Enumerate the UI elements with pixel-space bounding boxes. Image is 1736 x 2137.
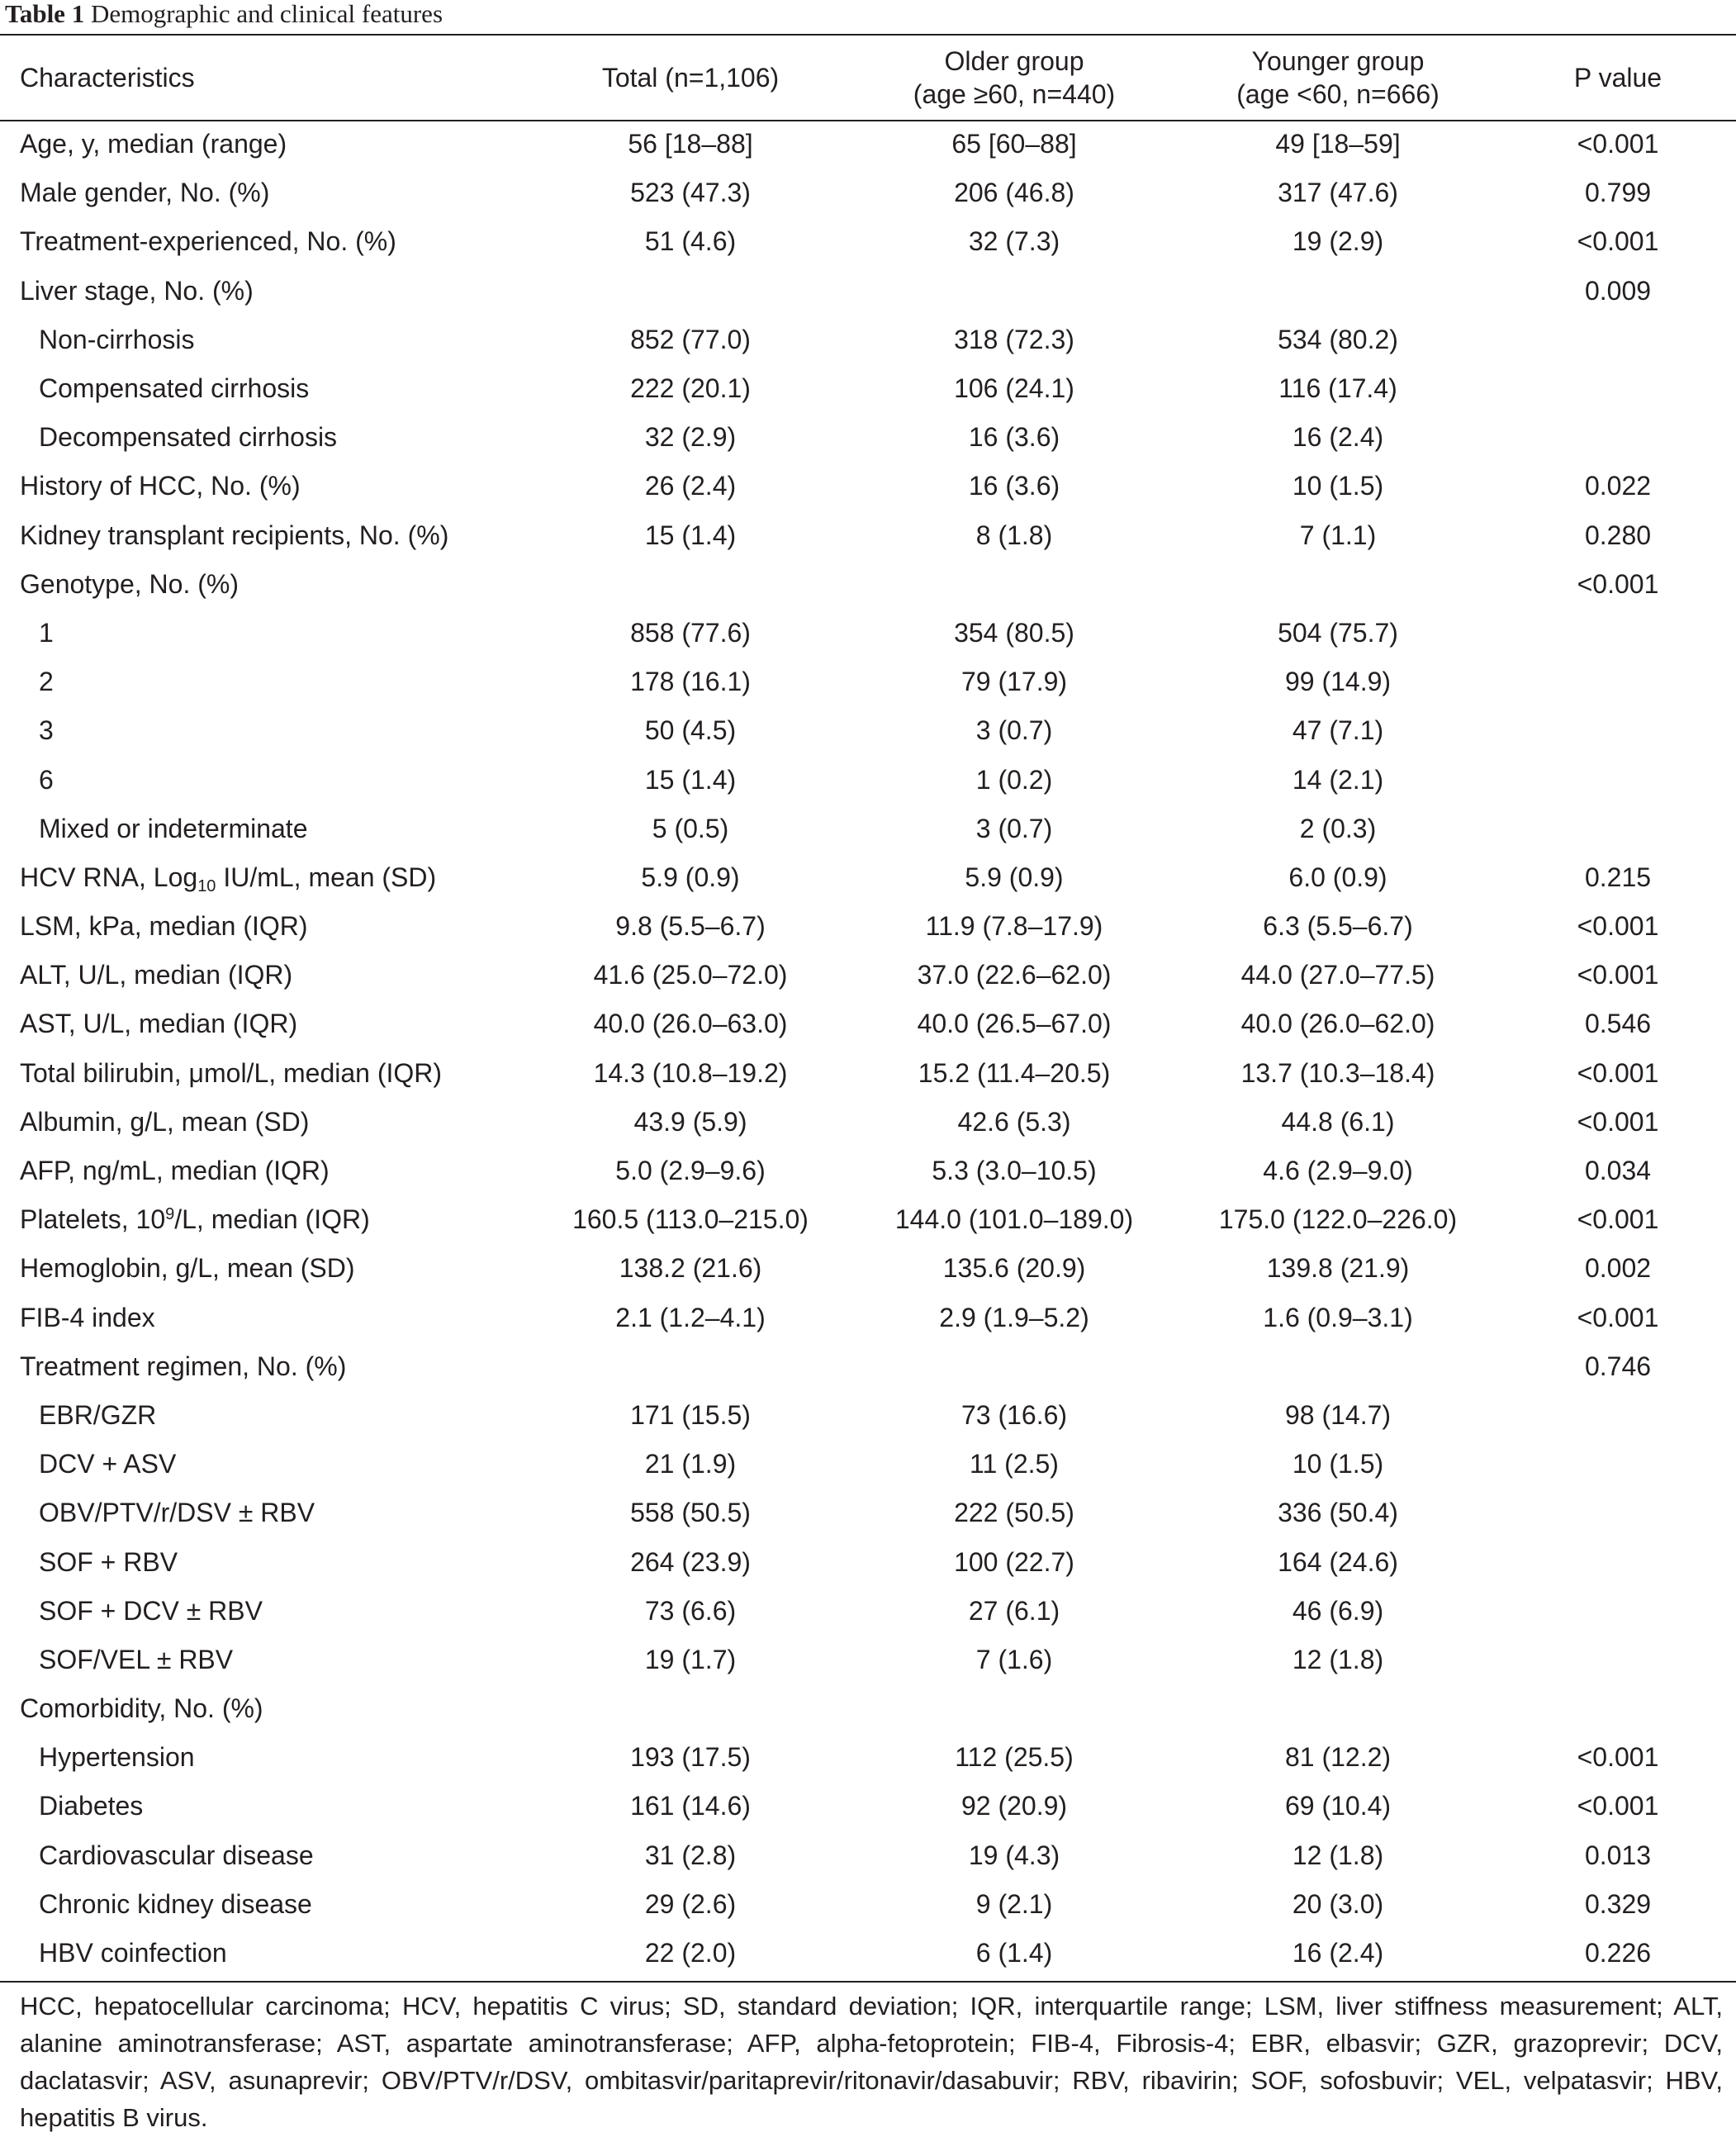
row-label: Non-cirrhosis: [39, 324, 195, 354]
table-row: [0, 511, 1736, 560]
cell-older: 112 (25.5): [955, 1742, 1074, 1773]
cell-older: 92 (20.9): [960, 1791, 1068, 1821]
cell-older: 100 (22.7): [954, 1546, 1074, 1577]
cell-older: 206 (46.8): [954, 178, 1074, 208]
cell-older: 3 (0.7): [975, 715, 1053, 746]
cell-pvalue: 0.002: [1584, 1253, 1652, 1284]
cell-older: 6 (1.4): [975, 1938, 1053, 1968]
table-row: [0, 1831, 1736, 1880]
cell-younger: 336 (50.4): [1278, 1498, 1398, 1528]
cell-younger: 1.6 (0.9–3.1): [1263, 1302, 1413, 1332]
cell-total: 21 (1.9): [644, 1449, 737, 1479]
table-row: [0, 1049, 1736, 1098]
cell-total: 5.0 (2.9–9.6): [615, 1156, 766, 1186]
cell-total: 9.8 (5.5–6.7): [615, 911, 766, 942]
cell-younger: 46 (6.9): [1292, 1595, 1384, 1626]
header-younger-group: [1176, 36, 1500, 120]
row-label: Chronic kidney disease: [39, 1888, 312, 1919]
cell-total: 15 (1.4): [644, 520, 737, 550]
cell-younger: 2 (0.3): [1299, 813, 1377, 843]
table-row: [0, 902, 1736, 951]
cell-pvalue: [1500, 364, 1736, 413]
table-row: [0, 560, 1736, 609]
table-row: [0, 217, 1736, 266]
row-label: Treatment-experienced, No. (%): [20, 226, 396, 257]
cell-pvalue: [1500, 706, 1736, 755]
cell-older: 1 (0.2): [975, 764, 1053, 795]
cell-older: 19 (4.3): [968, 1840, 1060, 1870]
header-younger-line2: (age <60, n=666): [1236, 79, 1440, 109]
header-older-line2: (age ≥60, n=440): [913, 79, 1116, 109]
cell-total: 31 (2.8): [644, 1840, 737, 1870]
table-row: [0, 1391, 1736, 1440]
cell-younger: 164 (24.6): [1278, 1546, 1398, 1577]
cell-total: 193 (17.5): [630, 1742, 751, 1773]
cell-pvalue: [1500, 1537, 1736, 1586]
cell-older: 7 (1.6): [975, 1644, 1053, 1674]
cell-total: 22 (2.0): [644, 1938, 737, 1968]
table-body: [0, 120, 1736, 1978]
table-row: [0, 364, 1736, 413]
row-label: 6: [39, 764, 54, 795]
cell-pvalue: 0.226: [1584, 1938, 1652, 1968]
row-label: 3: [39, 715, 54, 746]
row-label: EBR/GZR: [39, 1399, 157, 1430]
cell-younger: [1176, 560, 1500, 609]
cell-total: 858 (77.6): [630, 617, 751, 648]
table-title: Demographic and clinical features: [90, 0, 443, 28]
cell-younger: 317 (47.6): [1278, 178, 1398, 208]
cell-pvalue: <0.001: [1577, 1742, 1659, 1773]
cell-total: 171 (15.5): [630, 1399, 751, 1430]
table-row: [0, 462, 1736, 511]
cell-younger: 99 (14.9): [1284, 667, 1392, 697]
table-row: [0, 1147, 1736, 1195]
cell-younger: 98 (14.7): [1284, 1399, 1392, 1430]
cell-younger: 10 (1.5): [1292, 471, 1384, 501]
cell-younger: [1176, 267, 1500, 316]
cell-older: 42.6 (5.3): [957, 1106, 1071, 1137]
table-row: [0, 706, 1736, 755]
table-row: [0, 1440, 1736, 1489]
table-row: [0, 1684, 1736, 1733]
row-label: AST, U/L, median (IQR): [20, 1009, 298, 1039]
row-label: SOF + RBV: [39, 1546, 178, 1577]
cell-younger: 139.8 (21.9): [1266, 1253, 1410, 1284]
cell-total: 852 (77.0): [630, 324, 751, 354]
cell-total: [529, 560, 852, 609]
cell-total: 160.5 (113.0–215.0): [572, 1204, 809, 1235]
table-row: [0, 755, 1736, 804]
row-label: AFP, ng/mL, median (IQR): [20, 1156, 330, 1186]
cell-pvalue: <0.001: [1577, 911, 1659, 942]
cell-pvalue: [1500, 316, 1736, 364]
cell-younger: 49 [18–59]: [1275, 129, 1401, 159]
cell-pvalue: <0.001: [1577, 226, 1659, 257]
cell-pvalue: 0.009: [1584, 275, 1652, 306]
cell-total: 19 (1.7): [644, 1644, 737, 1674]
cell-pvalue: <0.001: [1577, 1791, 1659, 1821]
cell-pvalue: <0.001: [1577, 129, 1659, 159]
row-label: FIB-4 index: [20, 1302, 155, 1332]
cell-total: 32 (2.9): [644, 422, 737, 453]
row-label: Male gender, No. (%): [20, 178, 270, 208]
row-label: Mixed or indeterminate: [39, 813, 308, 843]
cell-older: 354 (80.5): [954, 617, 1074, 648]
cell-older: 11.9 (7.8–17.9): [925, 911, 1103, 942]
row-label: Total bilirubin, μmol/L, median (IQR): [20, 1057, 443, 1088]
cell-total: 2.1 (1.2–4.1): [615, 1302, 766, 1332]
cell-older: 9 (2.1): [975, 1888, 1053, 1919]
cell-pvalue: <0.001: [1577, 568, 1659, 599]
cell-younger: 7 (1.1): [1299, 520, 1377, 550]
cell-pvalue: 0.546: [1584, 1009, 1652, 1039]
row-label: DCV + ASV: [39, 1449, 177, 1479]
cell-older: 27 (6.1): [968, 1595, 1060, 1626]
bottom-rule: [0, 1981, 1736, 1983]
cell-older: 16 (3.6): [968, 422, 1060, 453]
cell-total: 161 (14.6): [630, 1791, 751, 1821]
cell-total: [529, 1342, 852, 1391]
cell-older: 135.6 (20.9): [942, 1253, 1086, 1284]
cell-pvalue: 0.034: [1584, 1156, 1652, 1186]
table-row: [0, 1244, 1736, 1293]
header-older-line1: Older group: [944, 46, 1084, 76]
cell-total: 73 (6.6): [644, 1595, 737, 1626]
table-row: [0, 1000, 1736, 1048]
row-label: Compensated cirrhosis: [39, 373, 310, 404]
cell-total: 56 [18–88]: [628, 129, 753, 159]
table-row: [0, 1782, 1736, 1831]
table-row: [0, 609, 1736, 658]
row-label: Comorbidity, No. (%): [20, 1693, 263, 1724]
cell-total: 40.0 (26.0–63.0): [593, 1009, 788, 1039]
cell-pvalue: [1500, 1684, 1736, 1733]
header-row: [0, 36, 1736, 120]
cell-pvalue: [1500, 1587, 1736, 1636]
cell-younger: 504 (75.7): [1278, 617, 1398, 648]
table-number: Table 1: [5, 0, 85, 28]
table-row: [0, 1733, 1736, 1782]
cell-older: 15.2 (11.4–20.5): [918, 1057, 1111, 1088]
row-label: Albumin, g/L, mean (SD): [20, 1106, 310, 1137]
cell-pvalue: <0.001: [1577, 1106, 1659, 1137]
cell-pvalue: [1500, 413, 1736, 462]
cell-pvalue: [1500, 1391, 1736, 1440]
cell-older: 79 (17.9): [960, 667, 1068, 697]
row-label: Age, y, median (range): [20, 129, 287, 159]
cell-younger: 6.3 (5.5–6.7): [1263, 911, 1413, 942]
cell-older: [852, 560, 1176, 609]
cell-younger: [1176, 1684, 1500, 1733]
cell-younger: 16 (2.4): [1292, 422, 1384, 453]
cell-pvalue: 0.215: [1584, 862, 1652, 892]
cell-total: 26 (2.4): [644, 471, 737, 501]
cell-pvalue: 0.013: [1584, 1840, 1652, 1870]
cell-pvalue: [1500, 1489, 1736, 1537]
cell-total: 14.3 (10.8–19.2): [593, 1057, 788, 1088]
table-row: [0, 951, 1736, 1000]
cell-older: 8 (1.8): [975, 520, 1053, 550]
table-row: [0, 853, 1736, 902]
row-label: 2: [39, 667, 54, 697]
row-label: Genotype, No. (%): [20, 568, 239, 599]
cell-pvalue: 0.329: [1584, 1888, 1652, 1919]
cell-total: 50 (4.5): [644, 715, 737, 746]
row-label: Hypertension: [39, 1742, 195, 1773]
table-row: [0, 1342, 1736, 1391]
cell-older: 5.9 (0.9): [965, 862, 1064, 892]
cell-pvalue: <0.001: [1577, 1204, 1659, 1235]
header-pvalue: P value: [1573, 63, 1662, 93]
cell-total: 51 (4.6): [644, 226, 737, 257]
cell-older: 65 [60–88]: [951, 129, 1077, 159]
cell-younger: 4.6 (2.9–9.0): [1263, 1156, 1413, 1186]
cell-pvalue: 0.799: [1584, 178, 1652, 208]
table-row: [0, 1880, 1736, 1929]
cell-younger: 20 (3.0): [1292, 1888, 1384, 1919]
row-label: HBV coinfection: [39, 1938, 227, 1968]
cell-younger: 116 (17.4): [1278, 373, 1397, 404]
header-total: Total (n=1,106): [601, 63, 780, 93]
cell-older: 73 (16.6): [960, 1399, 1068, 1430]
demographics-table: [0, 36, 1736, 1978]
table-row: [0, 316, 1736, 364]
row-label: SOF + DCV ± RBV: [39, 1595, 263, 1626]
cell-total: 558 (50.5): [630, 1498, 751, 1528]
row-label: Kidney transplant recipients, No. (%): [20, 520, 449, 550]
cell-younger: 13.7 (10.3–18.4): [1240, 1057, 1435, 1088]
cell-total: [529, 267, 852, 316]
cell-total: 29 (2.6): [644, 1888, 737, 1919]
row-label: SOF/VEL ± RBV: [39, 1644, 234, 1674]
row-label: OBV/PTV/r/DSV ± RBV: [39, 1498, 315, 1528]
table-row: [0, 267, 1736, 316]
row-label: Diabetes: [39, 1791, 144, 1821]
table-footnote: HCC, hepatocellular carcinoma; HCV, hepatitis C virus; SD, standard deviation; IQR, interquartile range; LSM, liver stiffness measurement; ALT, alanine aminotransferase; AST, aspartate aminotransferase; AFP, alpha-fetoprotein; FIB-4, Fibrosis-4; EBR, elbasvir; GZR, grazoprevir; DCV, daclatasvir; ASV, asunaprevir; OBV/PTV/r/DSV, ombitasvir/paritaprevir/ritonavir/dasabuvir; RBV, ribavirin; SOF, sofosbuvir; VEL, velpatasvir; HBV, hepatitis B virus.: [20, 1992, 1723, 2132]
cell-younger: 19 (2.9): [1292, 226, 1384, 257]
cell-total: 41.6 (25.0–72.0): [593, 960, 788, 990]
cell-younger: 40.0 (26.0–62.0): [1240, 1009, 1435, 1039]
row-label: Hemoglobin, g/L, mean (SD): [20, 1253, 355, 1284]
row-label: Treatment regimen, No. (%): [20, 1351, 347, 1381]
row-label: Platelets, $10^9/L$, median (IQR): [20, 1204, 370, 1235]
cell-younger: 534 (80.2): [1278, 324, 1398, 354]
cell-younger: 81 (12.2): [1284, 1742, 1392, 1773]
cell-total: 264 (23.9): [630, 1546, 751, 1577]
cell-older: [852, 1684, 1176, 1733]
row-label: Decompensated cirrhosis: [39, 422, 338, 453]
cell-younger: 14 (2.1): [1292, 764, 1384, 795]
cell-older: 2.9 (1.9–5.2): [939, 1302, 1089, 1332]
cell-younger: 44.8 (6.1): [1281, 1106, 1395, 1137]
cell-pvalue: [1500, 755, 1736, 804]
cell-pvalue: [1500, 609, 1736, 658]
cell-younger: 6.0 (0.9): [1288, 862, 1387, 892]
table-row: [0, 169, 1736, 217]
cell-older: 32 (7.3): [968, 226, 1060, 257]
cell-total: 5.9 (0.9): [641, 862, 740, 892]
cell-older: 3 (0.7): [975, 813, 1053, 843]
table-row: [0, 413, 1736, 462]
cell-older: 318 (72.3): [954, 324, 1074, 354]
table-row: [0, 1636, 1736, 1684]
table-row: [0, 1294, 1736, 1342]
cell-pvalue: [1500, 1636, 1736, 1684]
row-label: History of HCC, No. (%): [20, 471, 301, 501]
row-label: HCV RNA, Log$_{10}$ IU/mL, mean (SD): [20, 862, 437, 895]
cell-total: 43.9 (5.9): [633, 1106, 747, 1137]
cell-older: 5.3 (3.0–10.5): [932, 1156, 1097, 1186]
cell-younger: 16 (2.4): [1292, 1938, 1384, 1968]
table-row: [0, 120, 1736, 169]
cell-pvalue: 0.746: [1584, 1351, 1652, 1381]
cell-younger: 12 (1.8): [1292, 1840, 1384, 1870]
cell-pvalue: <0.001: [1577, 960, 1659, 990]
cell-total: 523 (47.3): [630, 178, 751, 208]
row-label: 1: [39, 617, 54, 648]
cell-total: [529, 1684, 852, 1733]
header-younger-line1: Younger group: [1251, 46, 1425, 76]
cell-total: 5 (0.5): [652, 813, 729, 843]
cell-total: 15 (1.4): [644, 764, 737, 795]
cell-pvalue: <0.001: [1577, 1302, 1659, 1332]
cell-total: 138.2 (21.6): [619, 1253, 762, 1284]
cell-older: 144.0 (101.0–189.0): [894, 1204, 1134, 1235]
cell-total: 222 (20.1): [630, 373, 751, 404]
cell-older: [852, 267, 1176, 316]
table-row: [0, 1098, 1736, 1147]
cell-older: 16 (3.6): [968, 471, 1060, 501]
header-older-group: [852, 36, 1176, 120]
cell-older: 37.0 (22.6–62.0): [917, 960, 1112, 990]
cell-pvalue: [1500, 805, 1736, 853]
cell-younger: 44.0 (27.0–77.5): [1240, 960, 1435, 990]
table-row: [0, 1489, 1736, 1537]
cell-older: 106 (24.1): [954, 373, 1074, 404]
table-row: [0, 1587, 1736, 1636]
table-row: [0, 805, 1736, 853]
cell-younger: 175.0 (122.0–226.0): [1218, 1204, 1458, 1235]
cell-older: 222 (50.5): [954, 1498, 1074, 1528]
cell-pvalue: [1500, 658, 1736, 706]
cell-pvalue: <0.001: [1577, 1057, 1659, 1088]
cell-younger: 47 (7.1): [1292, 715, 1384, 746]
cell-pvalue: [1500, 1440, 1736, 1489]
row-label: ALT, U/L, median (IQR): [20, 960, 293, 990]
row-label: Liver stage, No. (%): [20, 275, 254, 306]
cell-younger: [1176, 1342, 1500, 1391]
cell-younger: 10 (1.5): [1292, 1449, 1384, 1479]
table-row: [0, 1929, 1736, 1978]
table-row: [0, 658, 1736, 706]
header-characteristics: Characteristics: [20, 63, 195, 93]
row-label: LSM, kPa, median (IQR): [20, 911, 308, 942]
cell-older: 11 (2.5): [970, 1449, 1059, 1479]
table-row: [0, 1195, 1736, 1244]
table-row: [0, 1537, 1736, 1586]
row-label: Cardiovascular disease: [39, 1840, 314, 1870]
cell-total: 178 (16.1): [630, 667, 751, 697]
cell-older: 40.0 (26.5–67.0): [917, 1009, 1112, 1039]
table-caption: [5, 0, 443, 28]
cell-older: [852, 1342, 1176, 1391]
cell-pvalue: 0.280: [1584, 520, 1652, 550]
cell-younger: 12 (1.8): [1292, 1644, 1384, 1674]
cell-younger: 69 (10.4): [1284, 1791, 1392, 1821]
cell-pvalue: 0.022: [1584, 471, 1652, 501]
